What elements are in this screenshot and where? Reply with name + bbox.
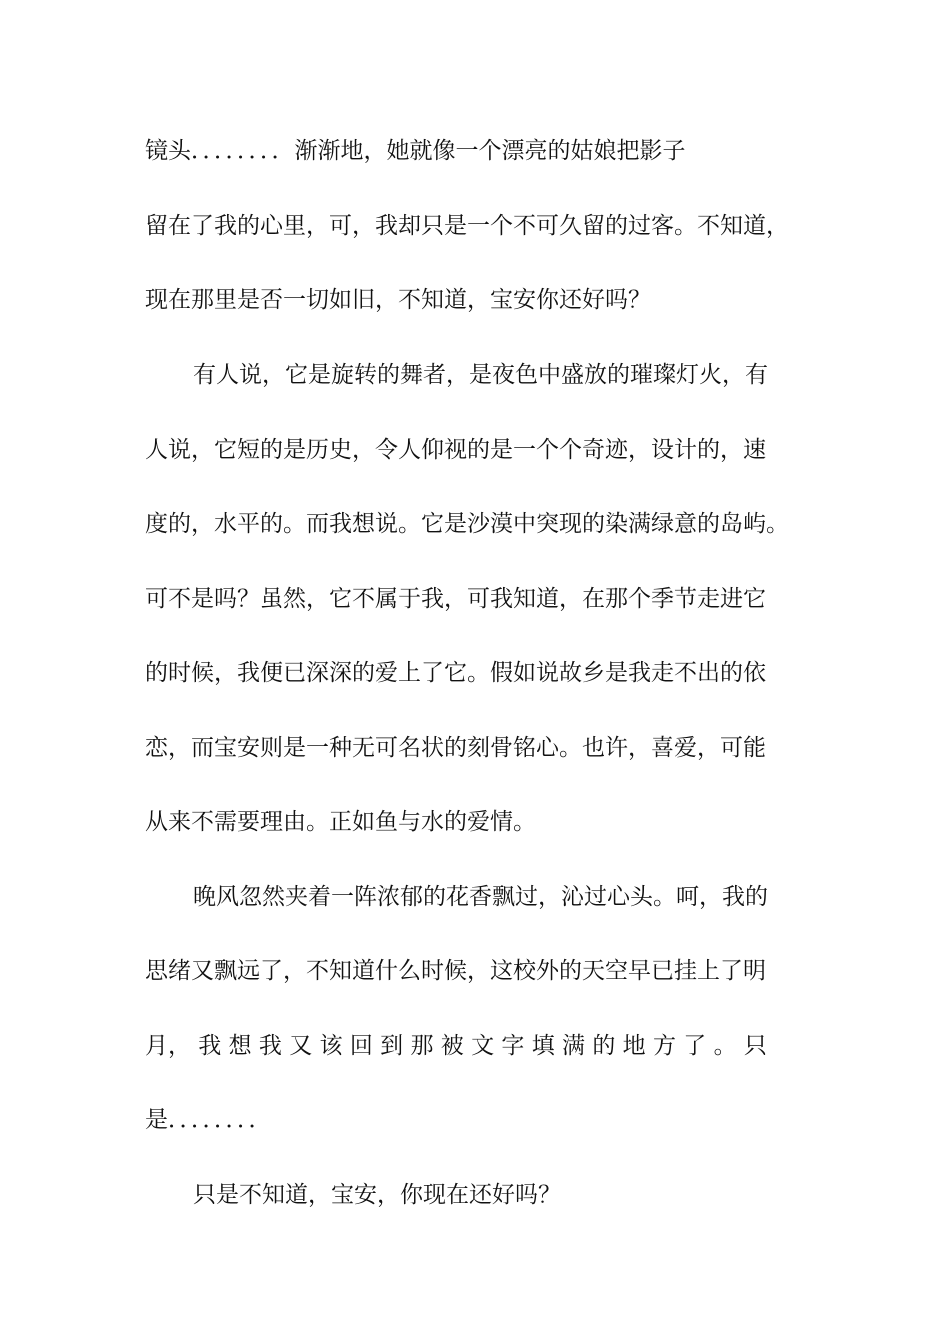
text-line: 现在那里是否一切如旧，不知道，宝安你还好吗？ xyxy=(145,287,651,313)
paragraph-first-line: 只是不知道，宝安，你现在还好吗？ xyxy=(193,1182,561,1208)
text-line: 可不是吗？虽然，它不属于我，可我知道，在那个季节走进它 xyxy=(145,586,766,612)
text-line: 的时候，我便已深深的爱上了它。假如说故乡是我走不出的依 xyxy=(145,660,766,686)
paragraph-first-line: 有人说，它是旋转的舞者，是夜色中盛放的璀璨灯火，有 xyxy=(193,362,768,388)
paragraph-first-line: 晚风忽然夹着一阵浓郁的花香飘过，沁过心头。呵，我的 xyxy=(193,884,768,910)
text-line: 是．．．．．．．． xyxy=(145,1107,272,1133)
text-line: 从来不需要理由。正如鱼与水的爱情。 xyxy=(145,809,536,835)
text-line: 思绪又飘远了，不知道什么时候，这校外的天空早已挂上了明 xyxy=(145,958,766,984)
text-line: 恋，而宝安则是一种无可名状的刻骨铭心。也许，喜爱，可能 xyxy=(145,735,766,761)
text-line: 人说，它短的是历史，令人仰视的是一个个奇迹，设计的，速 xyxy=(145,437,766,463)
text-line: 月， 我 想 我 又 该 回 到 那 被 文 字 填 满 的 地 方 了 。 只 xyxy=(145,1033,767,1059)
text-line: 留在了我的心里，可，我却只是一个不可久留的过客。不知道， xyxy=(145,213,789,239)
text-line: 度的，水平的。而我想说。它是沙漠中突现的染满绿意的岛屿。 xyxy=(145,511,789,537)
text-line: 镜头．．．．．．．．渐渐地，她就像一个漂亮的姑娘把影子 xyxy=(145,138,686,164)
